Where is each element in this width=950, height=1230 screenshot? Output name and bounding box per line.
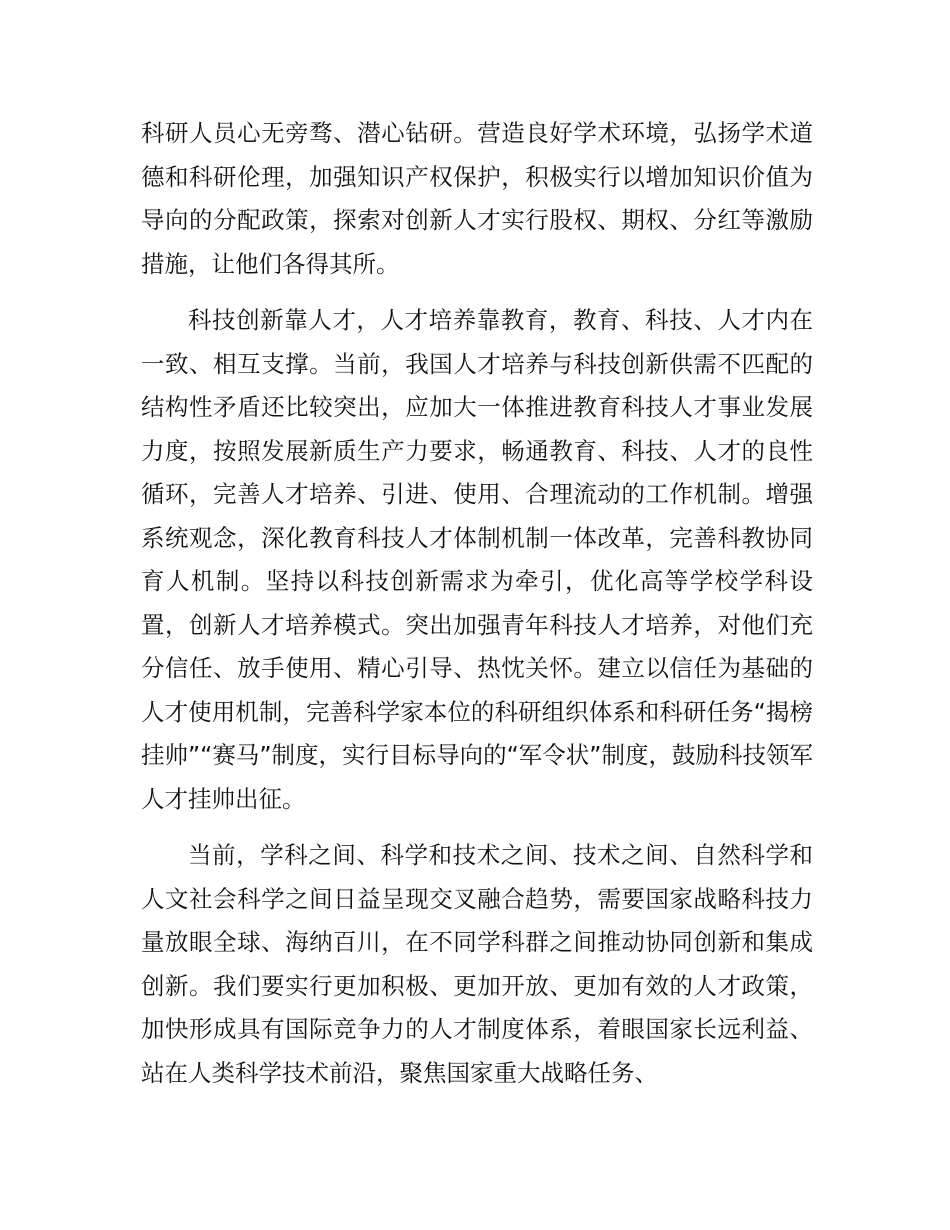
paragraph-2: 科技创新靠人才，人才培养靠教育，教育、科技、人才内在一致、相互支撑。当前，我国人才培养与科技创新供需不匹配的结构性矛盾还比较突出，应加大一体推进教育科技人才事业发展力度，按照发展新质生产力要求，畅通教育、科技、人才的良性循环，完善人才培养、引进、使用、合理流动的工作机制。增强系统观念，深化教育科技人才体制机制一体改革，完善科教协同育人机制。坚持以科技创新需求为牵引，优化高等学校学科设置，创新人才培养模式。突出加强青年科技人才培养，对他们充分信任、放手使用、精心引导、热忱关怀。建立以信任为基础的人才使用机制，完善科学家本位的科研组织体系和科研任务“揭榜挂帅”“赛马”制度，实行目标导向的“军令状”制度，鼓励科技领军人才挂帅出征。 [141, 306, 813, 813]
document-body [141, 112, 813, 1108]
paragraph-3: 当前，学科之间、科学和技术之间、技术之间、自然科学和人文社会科学之间日益呈现交叉融合趋势，需要国家战略科技力量放眼全球、海纳百川，在不同学科群之间推动协同创新和集成创新。我们要实行更加积极、更加开放、更加有效的人才政策，加快形成具有国际竞争力的人才制度体系，着眼国家长远利益、站在人类科学技术前沿，聚焦国家重大战略任务、 [141, 841, 813, 1087]
paragraph-1: 科研人员心无旁骛、潜心钻研。营造良好学术环境，弘扬学术道德和科研伦理，加强知识产权保护，积极实行以增加知识价值为导向的分配政策，探索对创新人才实行股权、期权、分红等激励措施，让他们各得其所。 [141, 119, 813, 278]
